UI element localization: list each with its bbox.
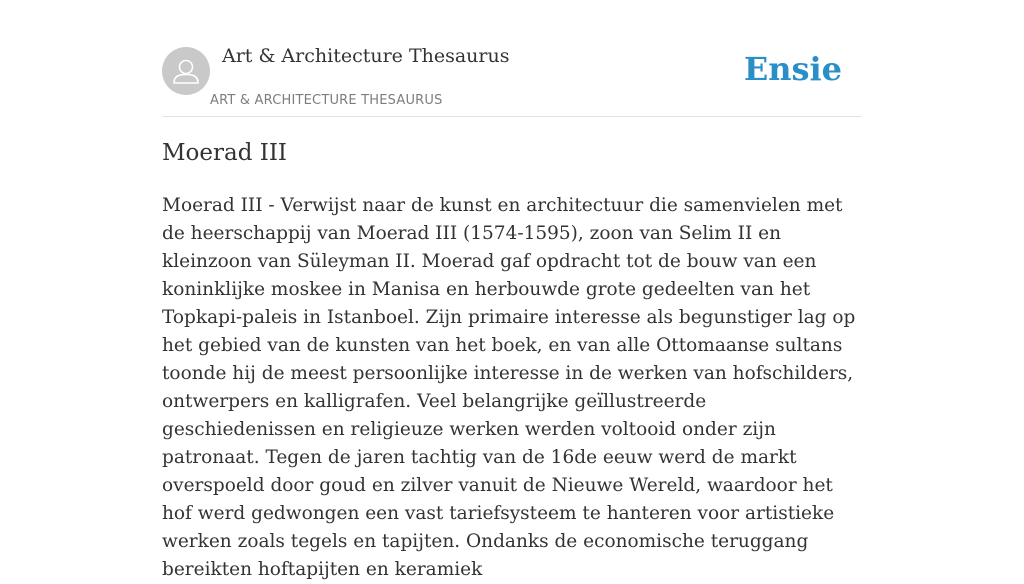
avatar[interactable]	[162, 47, 210, 95]
article-body: Moerad III - Verwijst naar de kunst en architectuur die samenvielen met de heerschappij van Moerad III (1574-1595), zoon van Selim II en kleinzoon van Süleyman II. Moerad gaf opdracht tot de bouw van een koninklijke moskee in Manisa en herbouwde grote gedeelten van het Topkapi-paleis in Istanboel. Zijn primaire interesse als begunstiger lag op het gebied van de kunsten van het boek, en van alle Ottomaanse sultans toonde hij de meest persoonlijke interesse in de werken van hofschilders, ontwerpers en kalligrafen. Veel belangrijke geïllustreerde geschiedenissen en religieuze werken werden voltooid onder zijn patronaat. Tegen de jaren tachtig van de 16de eeuw werd de markt overspoeld door goud en zilver vanuit de Nieuwe Wereld, waardoor het hof werd gedwongen een vast tariefsysteem te hanteren voor artistieke werken zoals tegels en tapijten. Ondanks de economische teruggang bereikten hoftapijten en keramiek	[162, 195, 856, 580]
source-label[interactable]: ART & ARCHITECTURE THESAURUS	[210, 93, 443, 108]
page-title: Moerad III	[162, 140, 288, 166]
user-icon	[162, 47, 210, 95]
brand-logo[interactable]: Ensie	[743, 50, 842, 88]
page	[162, 0, 862, 580]
article-header	[162, 0, 862, 117]
author-name[interactable]: Art & Architecture Thesaurus	[222, 45, 510, 67]
